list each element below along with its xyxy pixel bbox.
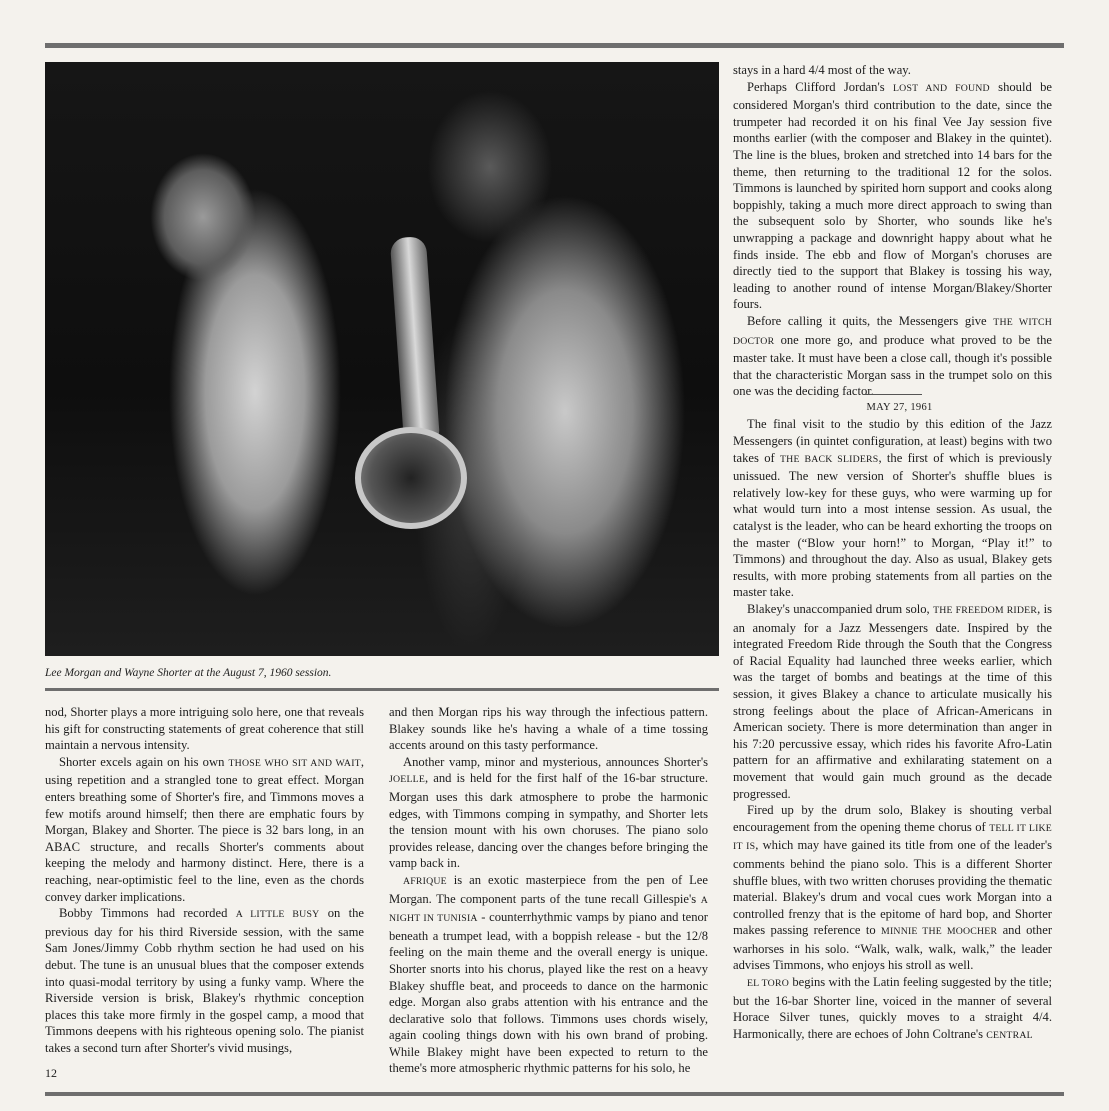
tune-title: A LITTLE BUSY xyxy=(235,909,320,921)
body-text: Shorter excels again on his own xyxy=(59,754,229,769)
tune-title: AFRIQUE xyxy=(403,875,447,887)
body-text: Before calling it quits, the Messengers give xyxy=(747,313,994,328)
tune-title: TELL IT LIKE IT IS xyxy=(733,822,1052,853)
column-2 xyxy=(389,704,708,1077)
tune-title: LOST AND FOUND xyxy=(892,82,990,94)
body-text: and other warhorses in his solo. “Walk, walk, walk, walk,” the leader advises Timmons, who enjoys his stroll as well. xyxy=(733,923,1053,973)
body-text: - counterrhythmic vamps by piano and tenor beneath a trumpet lead, with a boppish release - but the 12/8 feeling on the main theme and the overall energy is unique. Shorter snorts into his chorus, played like the rest on a heavy Blakey shuffle beat, and proceeds to dance on the harmonic edge. Morgan also grabs attention with his entrance and the declarative solo that follows. Timmons uses chords wisely, again cooling things down with his own brand of probing. While Blakey might have been expected to return to the theme's more atmospheric rhythmic patterns for his solo, he xyxy=(389,910,708,1076)
body-text: is an exotic masterpiece from the pen of Lee Morgan. The component parts of the tune recall Gillespie's xyxy=(389,872,708,906)
body-text: , using repetition and a strangled tone to great effect. Morgan enters breathing some of Shorter's fire, and Timmons moves a few motifs around himself; then there are emphatic fours by Morgan, Blakey and Shorter. The piece is 32 bars long, in an ABAC structure, and recalls Shorter's comments about keeping the melody and harmony distinct. Here, there is a reaching, near-optimistic feel to the line, even as the chords convey darker implications. xyxy=(45,754,364,904)
body-text: , is an anomaly for a Jazz Messengers date. Inspired by the integrated Freedom Ride through the South that the Congress of Racial Equality had launched three weeks earlier, which was the target of bombs and beatings at the time of this session, it gives Blakey a chance to articulate musically his strong feelings about the place of African-Americans in American society. There is more determination than anger in his 7:20 percussive essay, which rides his favorite Afro-Latin pattern for an affirmative and exhilarating statement on a movement that would gain much ground as the decade progressed. xyxy=(733,602,1053,801)
session-dateline: MAY 27, 1961 xyxy=(733,400,1052,417)
body-text: Another vamp, minor and mysterious, announces Shorter's xyxy=(403,754,708,769)
body-text: nod, Shorter plays a more intriguing solo here, one that reveals his gift for constructing statements of great coherence that still maintain a nervous intensity. xyxy=(45,705,364,753)
paragraph xyxy=(733,79,1052,313)
paragraph xyxy=(733,974,1052,1044)
tune-title: THE FREEDOM RIDER xyxy=(933,605,1038,616)
paragraph xyxy=(733,416,1052,601)
tune-title: JOELLE xyxy=(389,774,426,786)
tune-title: THE BACK SLIDERS xyxy=(780,453,879,465)
saxophone-bell xyxy=(355,427,467,529)
body-text: Bobby Timmons had recorded xyxy=(59,906,236,921)
paragraph xyxy=(389,754,708,872)
tune-title: EL TORO xyxy=(747,978,789,990)
page-number: 12 xyxy=(45,1066,57,1080)
body-text: one more go, and produce what proved to be the master take. It must have been a close call, though it's possible that the characteristic Morgan sass in the trumpet solo on this one was the deciding factor. xyxy=(733,332,1052,399)
body-text: and then Morgan rips his way through the infectious pattern. Blakey sounds like he's having a whale of a time tossing accents around on this tasty performance. xyxy=(389,705,708,753)
body-text: Fired up by the drum solo, Blakey is shouting verbal encouragement from the opening theme chorus of xyxy=(733,803,1052,834)
body-text: Blakey's unaccompanied drum solo, xyxy=(747,602,934,616)
paragraph xyxy=(733,601,1052,802)
tune-title: CENTRAL xyxy=(986,1029,1033,1041)
paragraph xyxy=(389,704,708,754)
column-3 xyxy=(733,62,1052,1044)
tune-title: THE WITCH DOCTOR xyxy=(733,316,1052,347)
saxophone-body xyxy=(390,236,441,448)
body-text: stays in a hard 4/4 most of the way. xyxy=(733,63,911,77)
body-text: on the previous day for his third Riverside session, with the same Sam Jones/Jimmy Cobb rhythm section he had used on his debut. The tune is an unusual blues that the composer extends into quasi-modal territory by using a funky vamp. Where the Riverside version is brisk, Blakey's rhythmic conception places this take more firmly in the gospel camp, a mood that Timmons deepens with his righteous opening solo. The pianist takes a second turn after Shorter's vivid musings, xyxy=(45,906,364,1055)
body-text: Perhaps Clifford Jordan's xyxy=(747,79,893,94)
photo-caption: Lee Morgan and Wayne Shorter at the August 7, 1960 session. xyxy=(45,667,332,679)
top-rule xyxy=(45,43,1064,48)
body-text: The final visit to the studio by this edition of the Jazz Messengers (in quintet configuration, at least) begins with two takes of xyxy=(733,417,1052,465)
paragraph xyxy=(45,704,364,754)
tune-title: MINNIE THE MOOCHER xyxy=(881,926,998,938)
body-text: , and is held for the first half of the 16-bar structure. Morgan uses this dark atmosphere to probe the harmonic edges, with Timmons comping in sympathy, and Shorter lets the tension mount with his own choruses. The piano solo provides release, dancing over the changes before bringing the vamp back in. xyxy=(389,771,708,871)
body-text: should be considered Morgan's third contribution to the date, since the trumpeter had recorded it on his final Vee Jay session five months earlier (with the composer and Blakey in the quintet). The line is the blues, broken and stretched into 14 bars for the theme, then returning to the traditional 12 for the solos. Timmons is launched by spirited horn support and cooks along boppishly, taking a much more direct approach to swing than the subsequent solo by Shorter, who sounds like he's unwrapping a package and downright happy about what he finds inside. The ebb and flow of Morgan's choruses are directly tied to the support that Blakey is tossing his way, leading to another round of intense Morgan/Blakey/Shorter fours. xyxy=(733,79,1052,312)
body-text: , the first of which is previously unissued. The new version of Shorter's shuffle blues is relatively low-key for these guys, who were warming up for what would turn into a most intense session. As usual, the catalyst is the leader, who can be heard exhorting the troops on the master (“Blow your horn!” to Morgan, “Play it!” to Timmons) and throughout the day. Also as usual, Blakey gets results, with more probing statements from all parties on the master take. xyxy=(733,450,1052,600)
tune-title: A NIGHT IN TUNISIA xyxy=(389,894,708,925)
paragraph xyxy=(733,313,1052,400)
caption-rule xyxy=(45,688,719,691)
body-text: , which may have gained its title from one of the leader's comments behind the piano solo. This is a different Shorter shuffle blues, with two written choruses providing the thematic material. Blakey's drum and vocal cues work Morgan into a controlled frenzy that is the epitome of hard bop, and Shorter makes passing reference to xyxy=(733,838,1052,938)
paragraph xyxy=(45,754,364,905)
body-text: begins with the Latin feeling suggested by the title; but the 16-bar Shorter line, voiced in the manner of several Horace Silver tunes, quickly moves to a straight 4/4. Harmonically, there are echoes of John Coltrane's xyxy=(733,975,1052,1041)
paragraph xyxy=(389,872,708,1077)
bottom-rule xyxy=(45,1092,1064,1096)
paragraph xyxy=(733,802,1052,974)
column-1 xyxy=(45,704,364,1056)
paragraph xyxy=(733,62,1052,79)
tune-title: THOSE WHO SIT AND WAIT xyxy=(228,757,361,769)
session-photo xyxy=(45,62,719,656)
paragraph xyxy=(45,905,364,1056)
